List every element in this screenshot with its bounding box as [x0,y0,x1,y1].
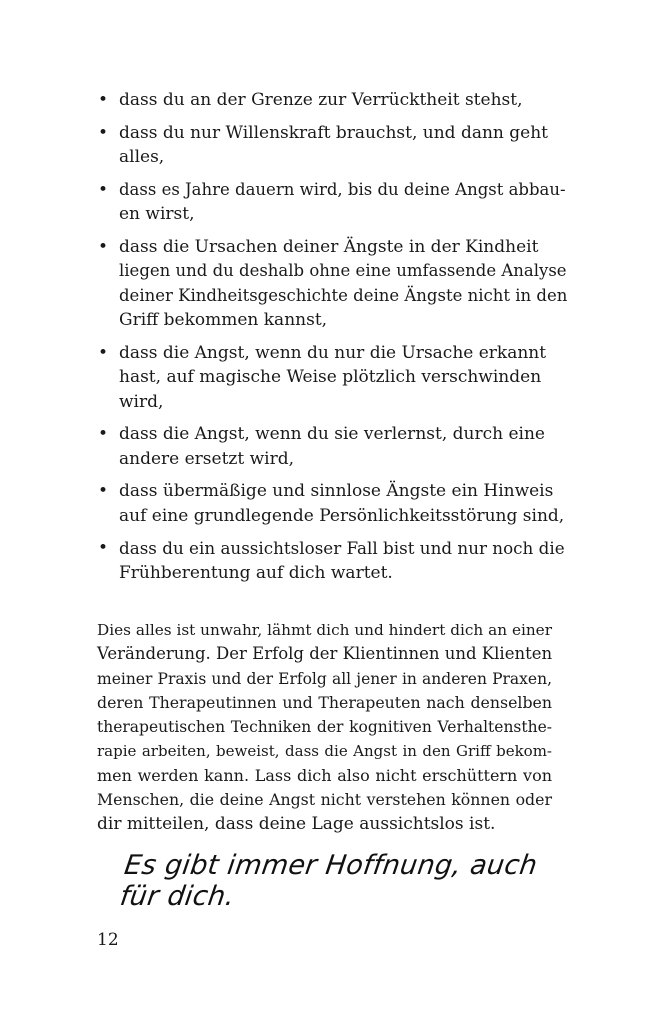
bullet-item [97,235,567,333]
body-paragraph [97,618,552,837]
bullet-line: en wirst, [119,204,195,224]
paragraph-line: meiner Praxis und der Erfolg all jener in anderen Praxen, [97,669,552,688]
bullet-line: andere ersetzt wird, [119,448,295,469]
bullet-item [97,536,567,585]
bullet-marker: • [98,90,109,110]
paragraph-line: Dies alles ist unwahr, lähmt dich und hindert dich an einer [97,621,552,639]
bullet-item [97,121,567,170]
bullet-item [97,341,567,415]
bullet-line: dass übermäßige und sinnlose Ängste ein Hinweis [119,481,554,501]
bullet-line: auf eine grundlegende Persönlichkeitsstörung sind, [119,505,565,526]
paragraph-line: Veränderung. Der Erfolg der Klientinnen und Klienten [97,644,553,664]
bullet-marker: • [98,179,109,200]
bullet-line: dass es Jahre dauern wird, bis du deine Angst abbau- [119,179,566,199]
paragraph-line: rapie arbeiten, beweist, dass die Angst in den Griff bekom- [97,742,552,761]
paragraph-line: Menschen, die deine Angst nicht verstehen können oder [97,790,552,810]
bullet-item [97,178,567,227]
bullet-item [97,479,567,528]
bullet-line: dass die Angst, wenn du sie verlernst, durch eine [119,424,545,444]
bullet-line: wird, [119,391,164,412]
bullet-line: dass die Ursachen deiner Ängste in der Kindheit [119,236,539,257]
paragraph-line: dir mitteilen, dass deine Lage aussichtslos ist. [97,814,496,835]
bullet-list [97,88,567,593]
bullet-marker: • [98,481,109,501]
bullet-marker: • [98,424,109,444]
paragraph-line: men werden kann. Lass dich also nicht erschüttern von [97,765,552,785]
bullet-marker: • [98,538,109,558]
bullet-item [97,88,567,113]
bullet-line: dass du nur Willenskraft brauchst, und dann geht [119,122,548,143]
bullet-line: dass du an der Grenze zur Verrücktheit stehst, [119,90,523,110]
paragraph-line: deren Therapeutinnen und Therapeuten nach denselben [97,692,552,712]
bullet-marker: • [98,342,109,363]
paragraph-line: therapeutischen Techniken der kognitiven Verhaltensthe- [97,718,552,737]
bullet-line: deiner Kindheitsgeschichte deine Ängste nicht in den [119,285,568,305]
bullet-line: alles, [119,147,165,167]
bullet-line: liegen und du deshalb ohne eine umfassende Analyse [119,261,567,280]
bullet-line: hast, auf magische Weise plötzlich verschwinden [119,367,542,387]
bullet-line: Griff bekommen kannst, [119,310,328,330]
bullet-marker: • [98,122,109,143]
bullet-marker: • [98,236,109,257]
bullet-line: dass du ein aussichtsloser Fall bist und nur noch die [119,538,565,558]
bullet-item [97,422,567,471]
page-number: 12 [97,930,119,950]
bullet-line: dass die Angst, wenn du nur die Ursache erkannt [119,342,547,363]
bullet-line: Frühberentung auf dich wartet. [119,562,393,583]
handwritten-quote: Es gibt immer Hoffnung, auch für dich. [118,850,540,912]
